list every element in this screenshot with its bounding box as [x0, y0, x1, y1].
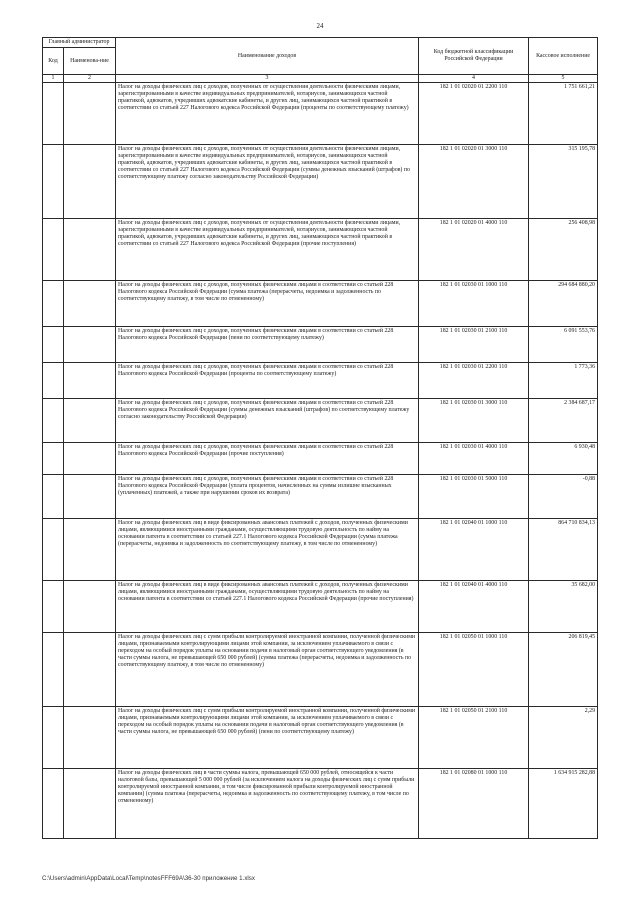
header-chief-administrator: Главный администратор — [43, 38, 116, 48]
amount-cell: 6 091 553,76 — [529, 326, 598, 362]
kbk-cell: 182 1 01 02030 01 2200 110 — [419, 362, 529, 398]
income-name-cell: Налог на доходы физических лиц в виде фиксированных авансовых платежей с доходов, полученных физическими лицами, являющимися иностранными гражданами, осуществляющими трудовую деятельность по найму на основании патента в соответствии со статьей 227.1 Налогового кодекса Российской Федерации (прочие поступления) — [116, 580, 419, 632]
amount-cell: 864 710 834,13 — [529, 518, 598, 580]
amount-cell: 35 682,00 — [529, 580, 598, 632]
kbk-cell: 182 1 01 02050 01 2100 110 — [419, 706, 529, 768]
amount-cell: 256 408,98 — [529, 218, 598, 280]
table-row — [43, 82, 598, 144]
admin-name-cell — [64, 280, 116, 326]
admin-code-cell — [43, 280, 64, 326]
income-execution-table — [42, 37, 598, 839]
kbk-cell: 182 1 01 02020 01 2200 110 — [419, 82, 529, 144]
amount-cell: -0,88 — [529, 474, 598, 518]
admin-name-cell — [64, 398, 116, 442]
kbk-cell: 182 1 01 02030 01 1000 110 — [419, 280, 529, 326]
admin-code-cell — [43, 768, 64, 838]
admin-name-cell — [64, 82, 116, 144]
header-kbk: Код бюджетной классификации Российской Федерации — [419, 38, 529, 75]
table-row — [43, 398, 598, 442]
header-admin-name: Наименова-ние — [64, 48, 116, 75]
kbk-cell: 182 1 01 02050 01 1000 110 — [419, 632, 529, 706]
admin-code-cell — [43, 442, 64, 474]
kbk-cell: 182 1 01 02030 01 4000 110 — [419, 442, 529, 474]
amount-cell: 2 384 687,17 — [529, 398, 598, 442]
amount-cell: 6 930,48 — [529, 442, 598, 474]
income-name-cell: Налог на доходы физических лиц с доходов, полученных физическими лицами в соответствии со статьей 228 Налогового кодекса Российской Федерации (проценты по соответствующему платежу) — [116, 362, 419, 398]
table-row — [43, 706, 598, 768]
income-name-cell: Налог на доходы физических лиц с доходов, полученных физическими лицами в соответствии со статьей 228 Налогового кодекса Российской Федерации (уплата процентов, начисленных на суммы излишне взысканных (уплаченных) платежей, а также при нарушении сроков их возврата) — [116, 474, 419, 518]
income-name-cell: Налог на доходы физических лиц с сумм прибыли контролируемой иностранной компании, полученной физическими лицами, признаваемыми контролирующими лицами этой компании, за исключением уплачиваемого в связи с переходом на особый порядок уплаты на основании подачи в налоговый орган соответствующего уведомления (в части суммы налога, не превышающей 650 000 рублей) (сумма платежа (перерасчеты, недоимка и задолженность по соответствующему платежу, в том числе по отмененному) — [116, 632, 419, 706]
admin-name-cell — [64, 218, 116, 280]
admin-code-cell — [43, 474, 64, 518]
column-number: 5 — [529, 75, 598, 82]
amount-cell: 1 773,36 — [529, 362, 598, 398]
admin-name-cell — [64, 144, 116, 218]
admin-name-cell — [64, 326, 116, 362]
admin-name-cell — [64, 442, 116, 474]
amount-cell: 1 751 661,21 — [529, 82, 598, 144]
income-name-cell: Налог на доходы физических лиц в виде фиксированных авансовых платежей с доходов, полученных физическими лицами, являющимися иностранными гражданами, осуществляющими трудовую деятельность по найму на основании патента в соответствии со статьей 227.1 Налогового кодекса Российской Федерации (сумма платежа (перерасчеты, недоимка и задолженность по соответствующему платежу, в том числе по отмененному) — [116, 518, 419, 580]
admin-name-cell — [64, 768, 116, 838]
admin-name-cell — [64, 580, 116, 632]
kbk-cell: 182 1 01 02040 01 4000 110 — [419, 580, 529, 632]
income-name-cell: Налог на доходы физических лиц с доходов, полученных физическими лицами в соответствии со статьей 228 Налогового кодекса Российской Федерации (сумма платежа (перерасчеты, недоимка и задолженность по соответствующему платежу, в том числе по отмененному) — [116, 280, 419, 326]
table-row — [43, 518, 598, 580]
table-row — [43, 632, 598, 706]
table-row — [43, 768, 598, 838]
page-number: 24 — [316, 22, 324, 30]
table-row — [43, 326, 598, 362]
kbk-cell: 182 1 01 02020 01 4000 110 — [419, 218, 529, 280]
income-name-cell: Налог на доходы физических лиц с доходов, полученных физическими лицами в соответствии со статьей 228 Налогового кодекса Российской Федерации (суммы денежных взысканий (штрафов) по соответствующему платежу согласно законодательству Российской Федерации) — [116, 398, 419, 442]
admin-name-cell — [64, 706, 116, 768]
admin-name-cell — [64, 362, 116, 398]
kbk-cell: 182 1 01 02030 01 3000 110 — [419, 398, 529, 442]
kbk-cell: 182 1 01 02030 01 5000 110 — [419, 474, 529, 518]
table-row — [43, 580, 598, 632]
amount-cell: 315 195,78 — [529, 144, 598, 218]
admin-code-cell — [43, 82, 64, 144]
column-number: 1 — [43, 75, 64, 82]
admin-code-cell — [43, 580, 64, 632]
income-name-cell: Налог на доходы физических лиц с доходов, полученных от осуществления деятельности физическими лицами, зарегистрированными в качестве индивидуальных предпринимателей, нотариусов, занимающихся частной практикой, адвокатов, учредивших адвокатские кабинеты, и других лиц, занимающихся частной практикой в соответствии со статьей 227 Налогового кодекса Российской Федерации (проценты по соответствующему платежу) — [116, 82, 419, 144]
amount-cell: 206 819,45 — [529, 632, 598, 706]
column-number: 2 — [64, 75, 116, 82]
header-cash-execution: Кассовое исполнение — [529, 38, 598, 75]
amount-cell: 2,29 — [529, 706, 598, 768]
income-name-cell: Налог на доходы физических лиц с доходов, полученных от осуществления деятельности физическими лицами, зарегистрированными в качестве индивидуальных предпринимателей, нотариусов, занимающихся частной практикой, адвокатов, учредивших адвокатские кабинеты, и других лиц, занимающихся частной практикой в соответствии со статьей 227 Налогового кодекса Российской Федерации (суммы денежных взысканий (штрафов) по соответствующему платежу согласно законодательству Российской Федерации) — [116, 144, 419, 218]
admin-code-cell — [43, 362, 64, 398]
income-name-cell: Налог на доходы физических лиц с доходов, полученных физическими лицами в соответствии со статьей 228 Налогового кодекса Российской Федерации (прочие поступления) — [116, 442, 419, 474]
income-name-cell: Налог на доходы физических лиц в части суммы налога, превышающей 650 000 рублей, относящейся к части налоговой базы, превышающей 5 000 000 рублей (за исключением налога на доходы физических лиц с сумм прибыли контролируемой иностранной компании, в том числе фиксированной прибыли контролируемой иностранной компании) (сумма платежа (перерасчеты, недоимка и задолженность по соответствующему платежу, в том числе по отмененному) — [116, 768, 419, 838]
table-row — [43, 442, 598, 474]
amount-cell: 1 634 915 282,88 — [529, 768, 598, 838]
income-name-cell: Налог на доходы физических лиц с доходов, полученных физическими лицами в соответствии со статьей 228 Налогового кодекса Российской Федерации (пени по соответствующему платежу) — [116, 326, 419, 362]
kbk-cell: 182 1 01 02080 01 1000 110 — [419, 768, 529, 838]
table-row — [43, 362, 598, 398]
table-row — [43, 144, 598, 218]
kbk-cell: 182 1 01 02040 01 1000 110 — [419, 518, 529, 580]
admin-code-cell — [43, 398, 64, 442]
admin-code-cell — [43, 706, 64, 768]
amount-cell: 294 684 880,20 — [529, 280, 598, 326]
admin-name-cell — [64, 518, 116, 580]
admin-name-cell — [64, 474, 116, 518]
income-name-cell: Налог на доходы физических лиц с доходов, полученных от осуществления деятельности физическими лицами, зарегистрированными в качестве индивидуальных предпринимателей, нотариусов, занимающихся частной практикой, адвокатов, учредивших адвокатские кабинеты, и других лиц, занимающихся частной практикой в соответствии со статьей 227 Налогового кодекса Российской Федерации (прочие поступления) — [116, 218, 419, 280]
income-name-cell: Налог на доходы физических лиц с сумм прибыли контролируемой иностранной компании, полученной физическими лицами, признаваемыми контролирующими лицами этой компании, за исключением уплачиваемого в связи с переходом на особый порядок уплаты на основании подачи в налоговый орган соответствующего уведомления (в части суммы налога, не превышающей 650 000 рублей) (пени по соответствующему платежу) — [116, 706, 419, 768]
admin-name-cell — [64, 632, 116, 706]
column-number: 4 — [419, 75, 529, 82]
header-admin-code: Код — [43, 48, 64, 75]
admin-code-cell — [43, 518, 64, 580]
header-income-name: Наименование доходов — [116, 38, 419, 75]
admin-code-cell — [43, 326, 64, 362]
kbk-cell: 182 1 01 02030 01 2100 110 — [419, 326, 529, 362]
admin-code-cell — [43, 632, 64, 706]
admin-code-cell — [43, 144, 64, 218]
admin-code-cell — [43, 218, 64, 280]
table-row — [43, 280, 598, 326]
table-row — [43, 474, 598, 518]
column-number: 3 — [116, 75, 419, 82]
table-row — [43, 218, 598, 280]
file-path-footer: C:\Users\admin\AppData\Local\Temp\notesFFF69A\36-30 приложение 1.xlsx — [42, 875, 255, 882]
kbk-cell: 182 1 01 02020 01 3000 110 — [419, 144, 529, 218]
